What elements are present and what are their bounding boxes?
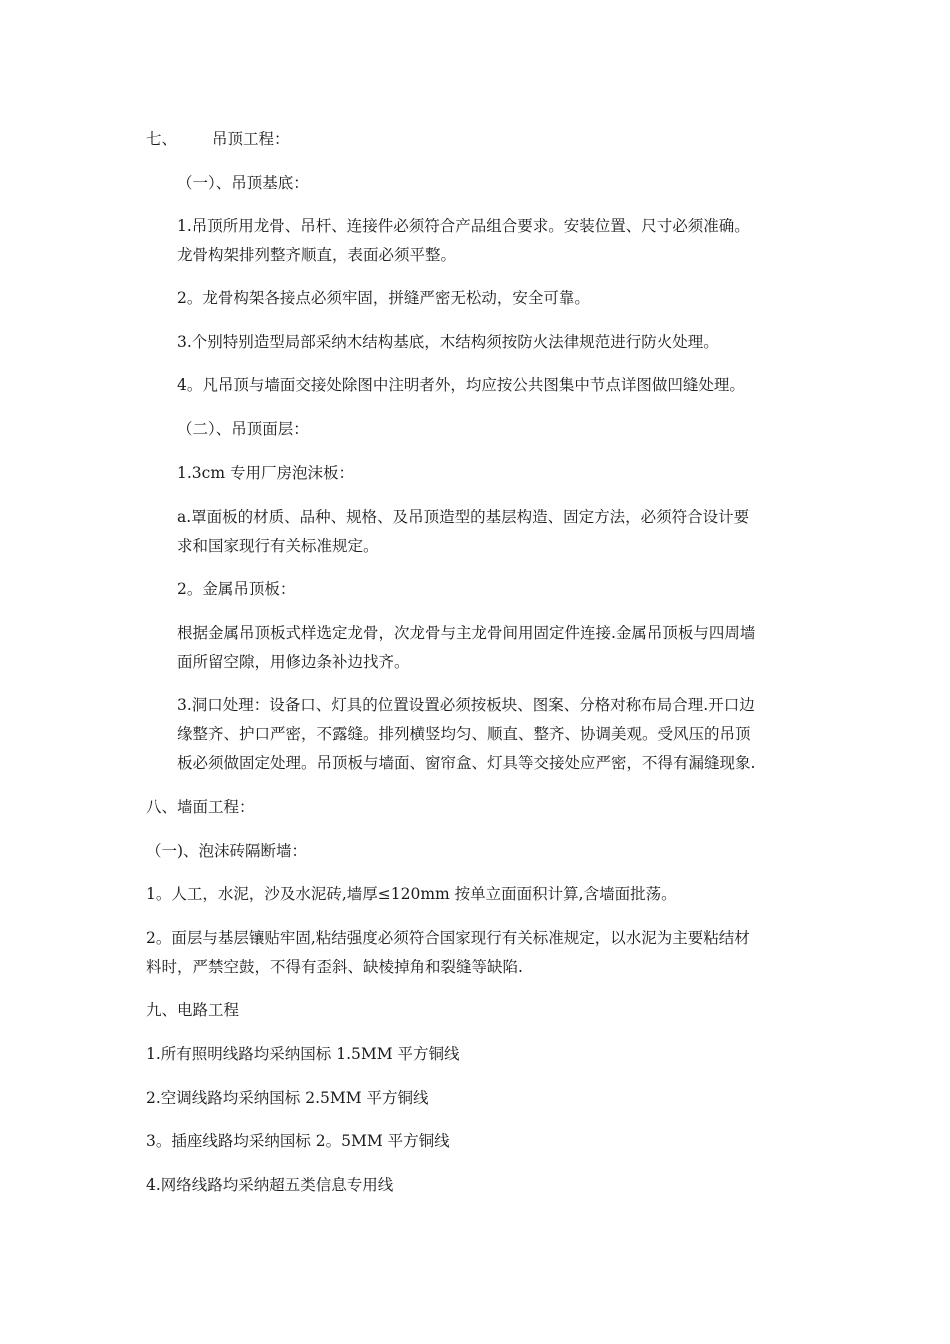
paragraph-line: 根据金属吊顶板式样选定龙骨，次龙骨与主龙骨间用固定件连接.金属吊顶板与四周墙 <box>177 624 756 642</box>
paragraph-line: 1.吊顶所用龙骨、吊杆、连接件必须符合产品组合要求。安装位置、尺寸必须准确。 <box>177 217 750 235</box>
subsection-heading: （一）、吊顶基底： <box>177 174 309 192</box>
section-number: 七、 <box>146 130 178 148</box>
paragraph-line: 3.个别特别造型局部采纳木结构基底，木结构须按防火法律规范进行防火处理。 <box>177 333 719 351</box>
paragraph-line: a.罩面板的材质、品种、规格、及吊顶造型的基层构造、固定方法，必须符合设计要 <box>177 508 750 526</box>
paragraph-line: 1。人工，水泥，沙及水泥砖,墙厚≤120mm 按单立面面积计算,含墙面批荡。 <box>146 885 677 903</box>
paragraph-line: 4.网络线路均采纳超五类信息专用线 <box>146 1176 394 1194</box>
paragraph-line: 1.3cm 专用厂房泡沫板： <box>177 464 354 482</box>
paragraph-line: 1.所有照明线路均采纳国标 1.5MM 平方铜线 <box>146 1045 460 1063</box>
paragraph-line: 3.洞口处理：设备口、灯具的位置设置必须按板块、图案、分格对称布局合理.开口边 <box>177 696 755 714</box>
paragraph-line: 面所留空隙，用修边条补边找齐。 <box>177 653 410 671</box>
paragraph-line: 2。龙骨构架各接点必须牢固，拼缝严密无松动，安全可靠。 <box>177 289 590 307</box>
section-heading-9: 九、电路工程 <box>146 1001 240 1019</box>
paragraph-line: 2。面层与基层镶贴牢固,粘结强度必须符合国家现行有关标准规定，以水泥为主要粘结材 <box>146 929 750 947</box>
paragraph-line: 料时，严禁空鼓，不得有歪斜、缺棱掉角和裂缝等缺陷. <box>146 958 523 976</box>
paragraph-line: 求和国家现行有关标准规定。 <box>177 537 379 555</box>
paragraph-line: 缘整齐、护口严密，不露缝。排列横竖均匀、顺直、整齐、协调美观。受风压的吊顶 <box>177 725 751 743</box>
section-heading-7 <box>146 129 290 149</box>
paragraph-line: 2。金属吊顶板： <box>177 580 296 598</box>
paragraph-line: 3。插座线路均采纳国标 2。5MM 平方铜线 <box>146 1132 450 1150</box>
paragraph-line: 板必须做固定处理。吊顶板与墙面、窗帘盒、灯具等交接处应严密，不得有漏缝现象. <box>177 754 756 772</box>
section-heading-8: 八、墙面工程： <box>146 798 255 816</box>
section-title: 吊顶工程： <box>212 130 290 148</box>
paragraph-line: 龙骨构架排列整齐顺直，表面必须平整。 <box>177 246 457 264</box>
subsection-heading: （一)、泡沫砖隔断墙： <box>146 842 308 860</box>
subsection-heading: （二）、吊顶面层： <box>177 420 309 438</box>
paragraph-line: 4。凡吊顶与墙面交接处除图中注明者外，均应按公共图集中节点详图做凹缝处理。 <box>177 376 745 394</box>
paragraph-line: 2.空调线路均采纳国标 2.5MM 平方铜线 <box>146 1089 429 1107</box>
